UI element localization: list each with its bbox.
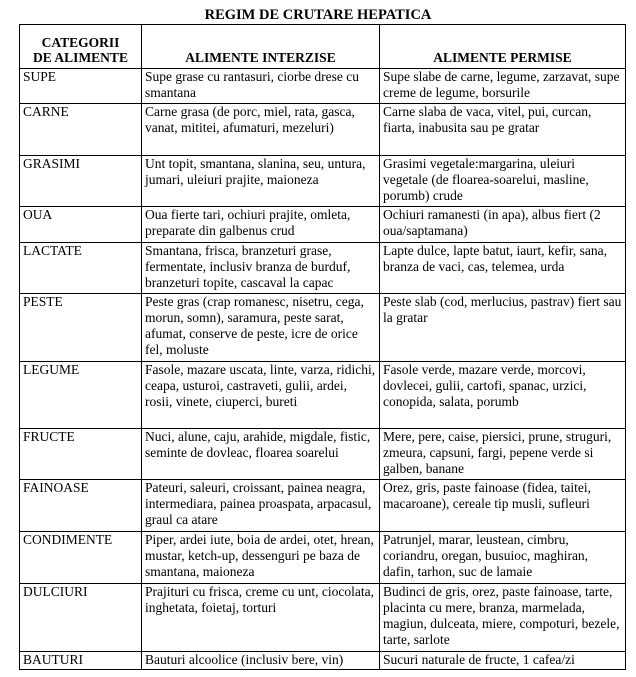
table-row	[20, 243, 626, 294]
diet-table	[19, 24, 626, 670]
forbidden-foods-cell: Peste gras (crap romanesc, nisetru, cega, morun, somn), saramura, peste sarat, afumat, conserve de peste, icre de orice fel, moluste	[142, 294, 380, 362]
category-cell: CARNE	[20, 104, 142, 156]
header-forbidden: ALIMENTE INTERZISE	[142, 25, 380, 69]
table-header-row	[20, 25, 626, 69]
forbidden-foods-cell: Oua fierte tari, ochiuri prajite, omleta, preparate din galbenus crud	[142, 207, 380, 243]
allowed-foods-cell: Carne slaba de vaca, vitel, pui, curcan, fiarta, inabusita sau pe gratar	[380, 104, 626, 156]
allowed-foods-cell: Sucuri naturale de fructe, 1 cafea/zi	[380, 652, 626, 670]
forbidden-foods-cell: Smantana, frisca, branzeturi grase, fermentate, inclusiv branza de burduf, branzeturi topite, cascaval la capac	[142, 243, 380, 294]
forbidden-foods-cell: Prajituri cu frisca, creme cu unt, ciocolata, inghetata, foietaj, torturi	[142, 584, 380, 652]
header-allowed: ALIMENTE PERMISE	[380, 25, 626, 69]
allowed-foods-cell: Grasimi vegetale:margarina, uleiuri vegetale (de floarea-soarelui, masline, porumb) crude	[380, 156, 626, 207]
table-row	[20, 207, 626, 243]
forbidden-foods-cell: Pateuri, saleuri, croissant, painea neagra, intermediara, painea proaspata, arpacasul, graul ca atare	[142, 480, 380, 532]
forbidden-foods-cell: Piper, ardei iute, boia de ardei, otet, hrean, mustar, ketch-up, dessenguri pe baza de smantana, maioneza	[142, 532, 380, 584]
table-row	[20, 156, 626, 207]
category-cell: BAUTURI	[20, 652, 142, 670]
category-cell: CONDIMENTE	[20, 532, 142, 584]
allowed-foods-cell: Peste slab (cod, merlucius, pastrav) fiert sau la gratar	[380, 294, 626, 362]
forbidden-foods-cell: Nuci, alune, caju, arahide, migdale, fistic, seminte de dovleac, floarea soarelui	[142, 429, 380, 480]
category-cell: FAINOASE	[20, 480, 142, 532]
category-cell: PESTE	[20, 294, 142, 362]
table-row	[20, 362, 626, 429]
table-body	[20, 69, 626, 670]
category-cell: GRASIMI	[20, 156, 142, 207]
table-row	[20, 429, 626, 480]
table-row	[20, 652, 626, 670]
table-row	[20, 480, 626, 532]
allowed-foods-cell: Ochiuri ramanesti (in apa), albus fiert (2 oua/saptamana)	[380, 207, 626, 243]
category-cell: DULCIURI	[20, 584, 142, 652]
category-cell: LEGUME	[20, 362, 142, 429]
table-row	[20, 104, 626, 156]
table-row	[20, 584, 626, 652]
table-row	[20, 294, 626, 362]
header-category: CATEGORII DE ALIMENTE	[20, 25, 142, 69]
category-cell: OUA	[20, 207, 142, 243]
allowed-foods-cell: Orez, gris, paste fainoase (fidea, taitei, macaroane), cereale tip musli, sufleuri	[380, 480, 626, 532]
allowed-foods-cell: Budinci de gris, orez, paste fainoase, tarte, placinta cu mere, branza, marmelada, magiun, dulceata, miere, compoturi, bezele, tarte, sarlote	[380, 584, 626, 652]
table-row	[20, 532, 626, 584]
category-cell: FRUCTE	[20, 429, 142, 480]
allowed-foods-cell: Fasole verde, mazare verde, morcovi, dovlecei, gulii, cartofi, spanac, urzici, conopida, salata, porumb	[380, 362, 626, 429]
category-cell: LACTATE	[20, 243, 142, 294]
forbidden-foods-cell: Bauturi alcoolice (inclusiv bere, vin)	[142, 652, 380, 670]
forbidden-foods-cell: Unt topit, smantana, slanina, seu, untura, jumari, uleiuri prajite, maioneza	[142, 156, 380, 207]
table-row	[20, 69, 626, 104]
allowed-foods-cell: Patrunjel, marar, leustean, cimbru, coriandru, oregan, busuioc, maghiran, dafin, tarhon, suc de lamaie	[380, 532, 626, 584]
forbidden-foods-cell: Fasole, mazare uscata, linte, varza, ridichi, ceapa, usturoi, castraveti, gulii, ardei, rosii, vinete, ciuperci, bureti	[142, 362, 380, 429]
allowed-foods-cell: Supe slabe de carne, legume, zarzavat, supe creme de legume, borsurile	[380, 69, 626, 104]
allowed-foods-cell: Mere, pere, caise, piersici, prune, struguri, zmeura, capsuni, fargi, pepene verde si galben, banane	[380, 429, 626, 480]
allowed-foods-cell: Lapte dulce, lapte batut, iaurt, kefir, sana, branza de vaci, cas, telemea, urda	[380, 243, 626, 294]
forbidden-foods-cell: Supe grase cu rantasuri, ciorbe drese cu smantana	[142, 69, 380, 104]
forbidden-foods-cell: Carne grasa (de porc, miel, rata, gasca, vanat, mititei, afumaturi, mezeluri)	[142, 104, 380, 156]
document-title: REGIM DE CRUTARE HEPATICA	[204, 7, 432, 23]
category-cell: SUPE	[20, 69, 142, 104]
